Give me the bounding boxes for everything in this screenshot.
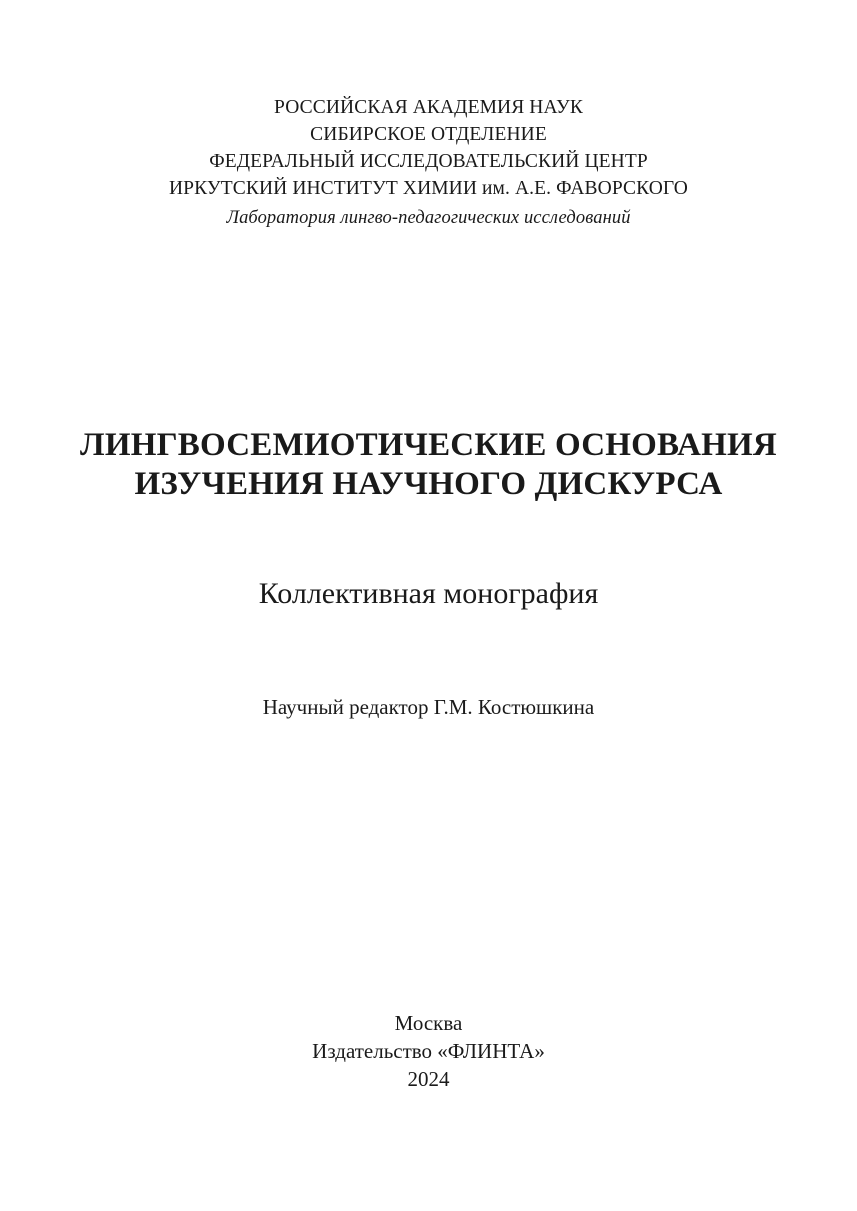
laboratory-name: Лаборатория лингво-педагогических исследований: [226, 208, 631, 228]
book-title-line-2: ИЗУЧЕНИЯ НАУЧНОГО ДИСКУРСА: [134, 466, 723, 502]
imprint-publisher: Издательство «ФЛИНТА»: [312, 1039, 545, 1063]
book-subtitle: Коллективная монография: [258, 577, 599, 610]
imprint-city: Москва: [394, 1011, 463, 1035]
branch-name: СИБИРСКОЕ ОТДЕЛЕНИЕ: [310, 124, 547, 145]
imprint-year: 2024: [407, 1067, 450, 1091]
academy-name: РОССИЙСКАЯ АКАДЕМИЯ НАУК: [274, 97, 583, 118]
book-title-line-1: ЛИНГВОСЕМИОТИЧЕСКИЕ ОСНОВАНИЯ: [80, 427, 777, 463]
institute-name: ИРКУТСКИЙ ИНСТИТУТ ХИМИИ им. А.Е. ФАВОРСКОГО: [169, 178, 688, 199]
scientific-editor: Научный редактор Г.М. Костюшкина: [262, 695, 595, 719]
research-center-name: ФЕДЕРАЛЬНЫЙ ИССЛЕДОВАТЕЛЬСКИЙ ЦЕНТР: [209, 151, 648, 172]
